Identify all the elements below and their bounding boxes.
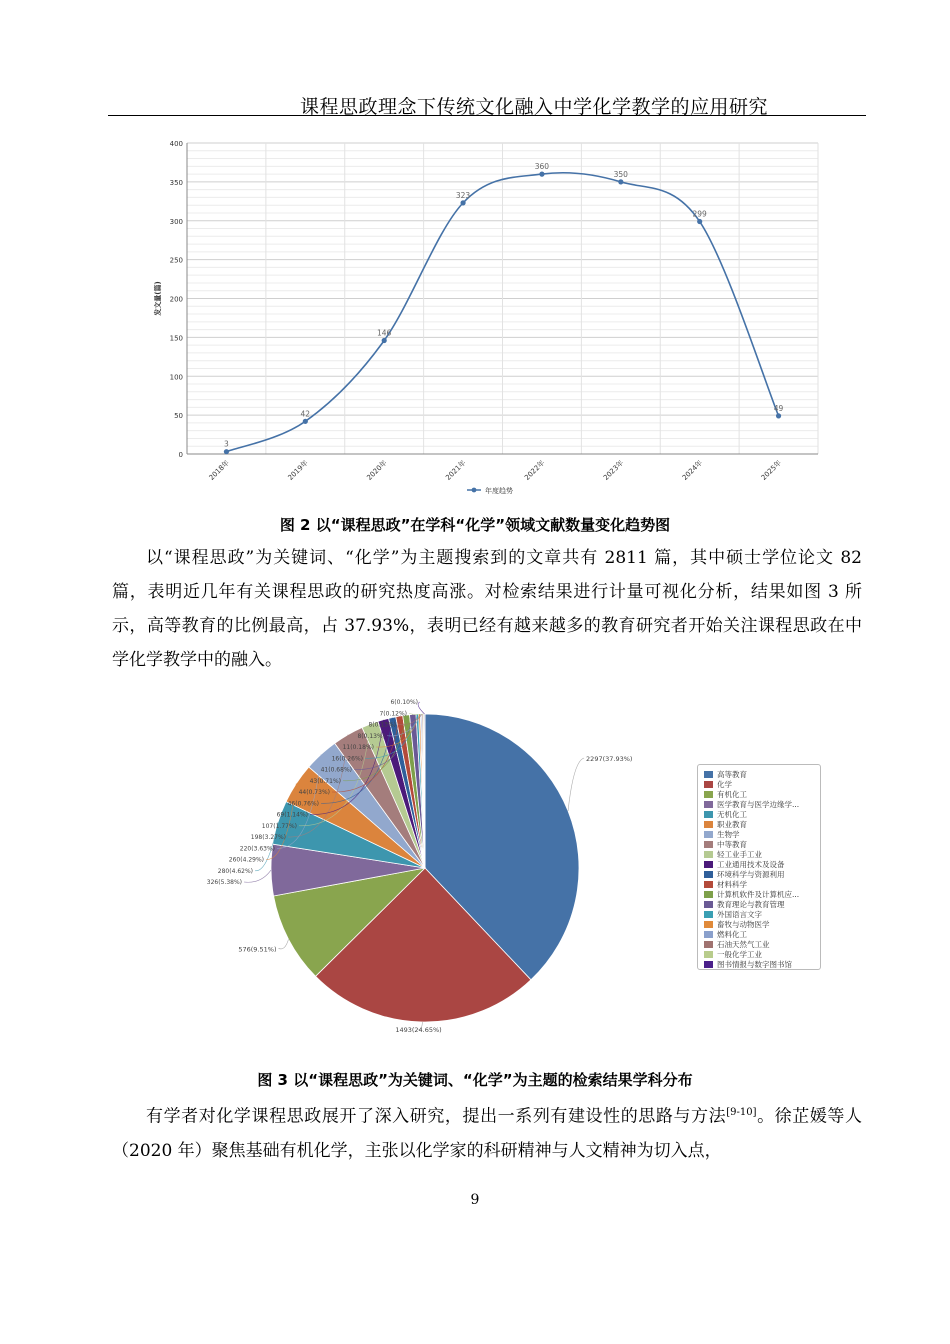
paragraph-1: 以“课程思政”为关键词、“化学”为主题搜索到的文章共有 2811 篇，其中硕士学位论文 82 篇，表明近几年有关课程思政的研究热度高涨。对检索结果进行计量可视化分析，结果如图 3 所示，高等教育的比例最高，占 37.93%，表明已经有越来越多的教育研究者开始关注课程思政在中学化学教学中的融入。	[112, 548, 862, 670]
legend-label: 教育理论与教育管理	[717, 899, 785, 909]
y-tick-label: 200	[169, 295, 183, 304]
line-chart	[140, 130, 840, 505]
data-label: 49	[773, 403, 784, 413]
slice-label: 8(0.13%)	[357, 732, 385, 740]
y-axis-label: 发文量(篇)	[154, 281, 162, 316]
paragraph-2-text-cont: 。徐芷媛等人（2020 年）聚焦基础有机化学，主张以化学家的科研精神与人文精神为切入点，	[112, 1106, 863, 1161]
data-point	[539, 172, 544, 177]
label-leader	[279, 939, 289, 949]
legend-swatch	[704, 851, 713, 858]
legend-item	[704, 889, 820, 899]
x-tick-label: 2024年	[680, 458, 705, 482]
data-label: 3	[224, 439, 229, 449]
x-tick-label: 2022年	[523, 458, 547, 482]
legend-label: 医学教育与医学边缘学...	[717, 799, 800, 809]
legend-label: 职业教育	[717, 819, 747, 829]
running-header: 课程思政理念下传统文化融入中学化学教学的应用研究	[300, 96, 769, 118]
data-label: 146	[377, 328, 392, 338]
slice-label: 46(0.76%)	[287, 800, 319, 808]
legend-label: 无机化工	[717, 809, 747, 819]
y-tick-label: 0	[178, 451, 183, 459]
slice-label: 11(0.18%)	[342, 744, 374, 751]
legend-swatch	[704, 961, 713, 968]
y-tick-label: 400	[169, 140, 183, 148]
slice-label: 43(0.71%)	[309, 777, 341, 785]
legend-swatch	[704, 871, 713, 878]
legend-item	[704, 809, 820, 819]
data-label: 350	[613, 169, 628, 179]
slice-label: 198(3.27%)	[250, 834, 286, 841]
legend-swatch	[704, 951, 713, 958]
legend-swatch	[704, 821, 713, 828]
legend-swatch	[704, 901, 713, 908]
data-label: 360	[534, 162, 550, 172]
legend-item	[704, 769, 820, 779]
y-tick-label: 300	[169, 217, 183, 226]
slice-label: 2297(37.93%)	[586, 754, 633, 763]
legend-label: 生物学	[717, 829, 740, 839]
legend-label: 图书情报与数字图书馆	[717, 959, 792, 969]
legend-swatch	[704, 891, 713, 898]
legend-swatch	[704, 911, 713, 918]
legend-label: 年度趋势	[485, 487, 513, 495]
slice-label: 6(0.10%)	[390, 699, 418, 706]
legend-label: 燃料化工	[717, 929, 747, 939]
legend-item	[704, 939, 820, 949]
legend-label: 中等教育	[717, 839, 747, 849]
legend-swatch	[704, 841, 713, 848]
legend-swatch	[704, 791, 713, 798]
legend-label: 一般化学工业	[717, 949, 762, 959]
legend-item	[704, 949, 820, 959]
citation: [9-10]	[726, 1107, 757, 1118]
legend-swatch	[704, 931, 713, 938]
legend-label: 有机化工	[717, 789, 747, 799]
data-point	[776, 413, 781, 418]
legend-swatch	[704, 781, 713, 788]
legend-item	[704, 899, 820, 909]
slice-label: 41(0.68%)	[320, 766, 352, 774]
x-tick-label: 2019年	[286, 458, 310, 482]
data-label: 42	[300, 409, 311, 419]
legend-swatch	[704, 861, 713, 868]
x-tick-label: 2021年	[444, 458, 468, 482]
figure2-caption: 图 2 以“课程思政”在学科“化学”领域文献数量变化趋势图	[279, 516, 671, 534]
legend-swatch	[704, 881, 713, 888]
legend-item	[704, 799, 820, 809]
legend-item	[704, 859, 820, 869]
legend-item	[704, 789, 820, 799]
y-tick-label: 100	[169, 373, 183, 382]
legend-swatch	[704, 831, 713, 838]
slice-label: 69(1.14%)	[276, 811, 308, 819]
legend-item	[704, 959, 820, 969]
legend-label: 材料科学	[717, 879, 747, 889]
slice-label: 280(4.62%)	[217, 867, 253, 875]
slice-label: 16(0.26%)	[331, 755, 363, 763]
legend-label: 外国语言文字	[717, 909, 762, 919]
legend-label: 化学	[717, 779, 732, 789]
legend-label: 轻工业手工业	[717, 849, 762, 859]
legend-swatch	[704, 921, 713, 928]
slice-label: 220(3.63%)	[239, 845, 275, 853]
pie-chart	[200, 690, 690, 1035]
legend-swatch	[704, 941, 713, 948]
y-tick-label: 350	[169, 178, 183, 187]
legend-item	[704, 779, 820, 789]
x-tick-label: 2018年	[207, 458, 231, 482]
legend-marker	[472, 488, 477, 493]
legend-item	[704, 879, 820, 889]
slice-label: 8(0.13%)	[368, 721, 396, 729]
slice-label: 576(9.51%)	[238, 945, 277, 954]
legend-label: 计算机软件及计算机应...	[717, 889, 800, 899]
legend-item	[704, 919, 820, 929]
legend-item	[704, 929, 820, 939]
data-point	[697, 219, 702, 224]
label-leader	[418, 702, 424, 714]
legend-label: 畜牧与动物医学	[717, 919, 770, 929]
legend-item	[704, 829, 820, 839]
legend-item	[704, 869, 820, 879]
figure3-caption: 图 3 以“课程思政”为关键词、“化学”为主题的检索结果学科分布	[257, 1071, 693, 1089]
legend-label: 高等教育	[717, 769, 747, 779]
data-point	[382, 338, 387, 343]
data-label: 323	[455, 190, 471, 200]
slice-label: 326(5.38%)	[206, 879, 242, 886]
slice-label: 7(0.12%)	[379, 710, 407, 718]
legend-swatch	[704, 811, 713, 818]
x-tick-label: 2023年	[602, 458, 626, 482]
legend-label: 环境科学与资源利用	[717, 869, 785, 879]
legend-item	[704, 839, 820, 849]
paragraph-2-text: 有学者对化学课程思政展开了深入研究，提出一系列有建设性的思路与方法	[146, 1106, 727, 1127]
x-tick-label: 2025年	[759, 458, 783, 482]
data-point	[224, 449, 229, 454]
slice-label: 44(0.73%)	[298, 789, 330, 796]
legend-item	[704, 819, 820, 829]
legend-label: 工业通用技术及设备	[717, 859, 785, 869]
pie-legend	[697, 764, 821, 970]
y-tick-label: 250	[169, 256, 183, 265]
legend-swatch	[704, 771, 713, 778]
data-label: 299	[692, 209, 707, 219]
x-tick-label: 2020年	[365, 458, 389, 482]
legend-swatch	[704, 801, 713, 808]
paragraph-2	[112, 1096, 862, 1168]
legend-item	[704, 909, 820, 919]
page-number: 9	[470, 1192, 480, 1208]
data-point	[618, 179, 623, 184]
slice-label: 1493(24.65%)	[395, 1025, 442, 1034]
header-rule	[108, 115, 866, 116]
data-point	[303, 419, 308, 424]
legend-item	[704, 849, 820, 859]
slice-label: 260(4.29%)	[228, 856, 264, 864]
slice-label: 107(1.77%)	[261, 822, 297, 830]
y-tick-label: 50	[174, 412, 183, 421]
y-tick-label: 150	[169, 334, 183, 343]
data-point	[460, 200, 465, 205]
legend-label: 石油天然气工业	[717, 939, 770, 949]
label-leader	[568, 758, 584, 811]
